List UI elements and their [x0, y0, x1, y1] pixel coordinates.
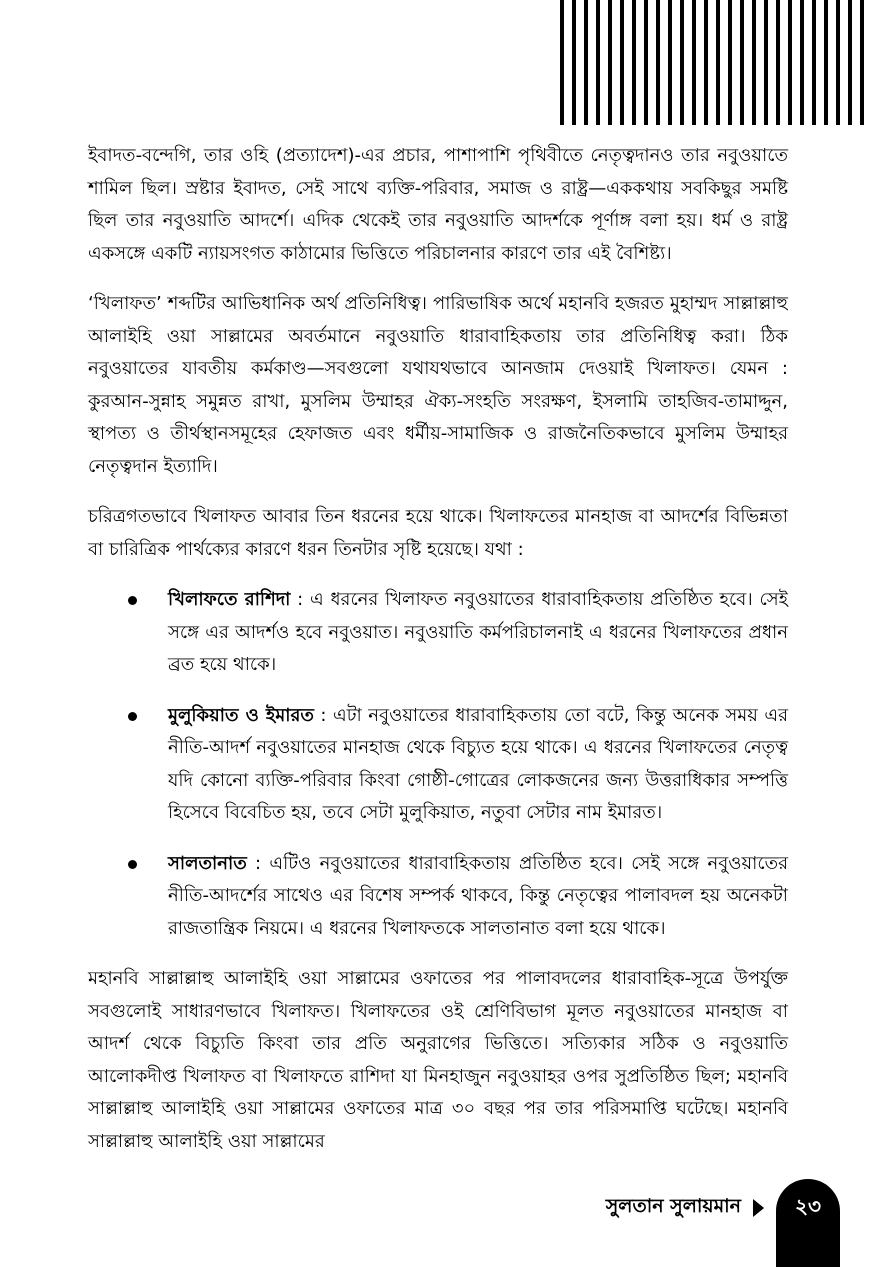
bullet-term: মুলুকিয়াত ও ইমারত — [168, 704, 314, 726]
page-footer — [606, 1178, 840, 1238]
page-body — [88, 140, 788, 1176]
bullet-icon — [128, 860, 137, 869]
page-number: ২৩ — [776, 1179, 840, 1237]
list-item — [88, 584, 788, 682]
closing-paragraph: মহানবি সাল্লাল্লাহু আলাইহি ওয়া সাল্লামের ওফাতের পর পালাবদলের ধারাবাহিক-সূত্রে উপর্যুক্ত সবগুলোই সাধারণভাবে খিলাফত। খিলাফতের ওই শ্রেণিবিভাগ মূলত নবুওয়াতের মানহাজ বা আদর্শ থেকে বিচ্যুতি কিংবা তার প্রতি অনুরাগের ভিত্তিতে। সত্যিকার সঠিক ও নবুওয়াতি আলোকদীপ্ত খিলাফত বা খিলাফতে রাশিদা যা মিনহাজুন নবুওয়াহর ওপর সুপ্রতিষ্ঠিত ছিল; মহানবি সাল্লাল্লাহু আলাইহি ওয়া সাল্লামের ওফাতের মাত্র ৩০ বছর পর তার পরিসমাপ্তি ঘটেছে। মহানবি সাল্লাল্লাহু আলাইহি ওয়া সাল্লামের — [88, 968, 788, 1152]
list-item — [88, 700, 788, 830]
paragraph-2: ‘খিলাফত’ শব্দটির আভিধানিক অর্থ প্রতিনিধিত্ব। পারিভাষিক অর্থে মহানবি হজরত মুহাম্মদ সাল্লাল্লাহু আলাইহি ওয়া সাল্লামের অবর্তমানে নবুওয়াতি ধারাবাহিকতায় তার প্রতিনিধিত্ব করা। ঠিক নবুওয়াতের যাবতীয় কর্মকাণ্ড—সবগুলো যথাযথভাবে আনজাম দেওয়াই খিলাফত। যেমন : কুরআন-সুন্নাহ সমুন্নত রাখা, মুসলিম উম্মাহর ঐক্য-সংহতি সংরক্ষণ, ইসলামি তাহজিব-তামাদ্দুন, স্থাপত্য ও তীর্থস্থানসমূহের হেফাজত এবং ধর্মীয়-সামাজিক ও রাজনৈতিকভাবে মুসলিম উম্মাহর নেতৃত্বদান ইত্যাদি। — [88, 293, 788, 477]
decorative-stripes — [560, 0, 870, 125]
khilafat-types-list — [88, 584, 788, 945]
bullet-text: : এটিও নবুওয়াতের ধারাবাহিকতায় প্রতিষ্ঠিত হবে। সেই সঙ্গে নবুওয়াতের নীতি-আদর্শের সাথেও এর বিশেষ সম্পর্ক থাকবে, কিন্তু নেতৃত্বের পালাবদল হয় অনেকটা রাজতান্ত্রিক নিয়মে। এ ধরনের খিলাফতকে সালতানাত বলা হয়ে থাকে। — [168, 852, 788, 939]
bullet-text: : এ ধরনের খিলাফত নবুওয়াতের ধারাবাহিকতায় প্রতিষ্ঠিত হবে। সেই সঙ্গে এর আদর্শও হবে নবুওয়াত। নবুওয়াতি কর্মপরিচালনাই এ ধরনের খিলাফতের প্রধান ব্রত হয়ে থাকে। — [168, 589, 788, 675]
paragraph-1: ইবাদত-বন্দেগি, তার ওহি (প্রত্যাদেশ)-এর প্রচার, পাশাপাশি পৃথিবীতে নেতৃত্বদানও তার নবুওয়াতে শামিল ছিল। স্রষ্টার ইবাদত, সেই সাথে ব্যক্তি-পরিবার, সমাজ ও রাষ্ট্র—এককথায় সবকিছুর সমষ্টি ছিল তার নবুওয়াতি আদর্শে। এদিক থেকেই তার নবুওয়াতি আদর্শকে পূর্ণাঙ্গ বলা হয়। ধর্ম ও রাষ্ট্র একসঙ্গে একটি ন্যায়সংগত কাঠামোর ভিত্তিতে পরিচালনার কারণে তার এই বৈশিষ্ট্য। — [88, 145, 788, 264]
bullet-icon — [128, 712, 137, 721]
book-title: সুলতান সুলায়মান — [605, 1195, 741, 1217]
bullet-term: খিলাফতে রাশিদা — [168, 589, 291, 610]
paragraph-3: চরিত্রগতভাবে খিলাফত আবার তিন ধরনের হয়ে থাকে। খিলাফতের মানহাজ বা আদর্শের বিভিন্নতা বা চারিত্রিক পার্থক্যের কারণে ধরন তিনটার সৃষ্টি হয়েছে। যথা : — [88, 506, 788, 560]
bullet-term: সালতানাত — [168, 852, 247, 874]
arrow-right-icon — [753, 1199, 764, 1217]
list-item — [88, 848, 788, 946]
bullet-text: : এটা নবুওয়াতের ধারাবাহিকতায় তো বটে, কিন্তু অনেক সময় এর নীতি-আদর্শ নবুওয়াতের মানহাজ থেকে বিচ্যুত হয়ে থাকে। এ ধরনের খিলাফতের নেতৃত্ব যদি কোনো ব্যক্তি-পরিবার কিংবা গোষ্ঠী-গোত্রের লোকজনের জন্য উত্তরাধিকার সম্পত্তি হিসেবে বিবেচিত হয়, তবে সেটা মুলুকিয়াত, নতুবা সেটার নাম ইমারত। — [168, 704, 788, 823]
bullet-icon — [128, 596, 137, 605]
